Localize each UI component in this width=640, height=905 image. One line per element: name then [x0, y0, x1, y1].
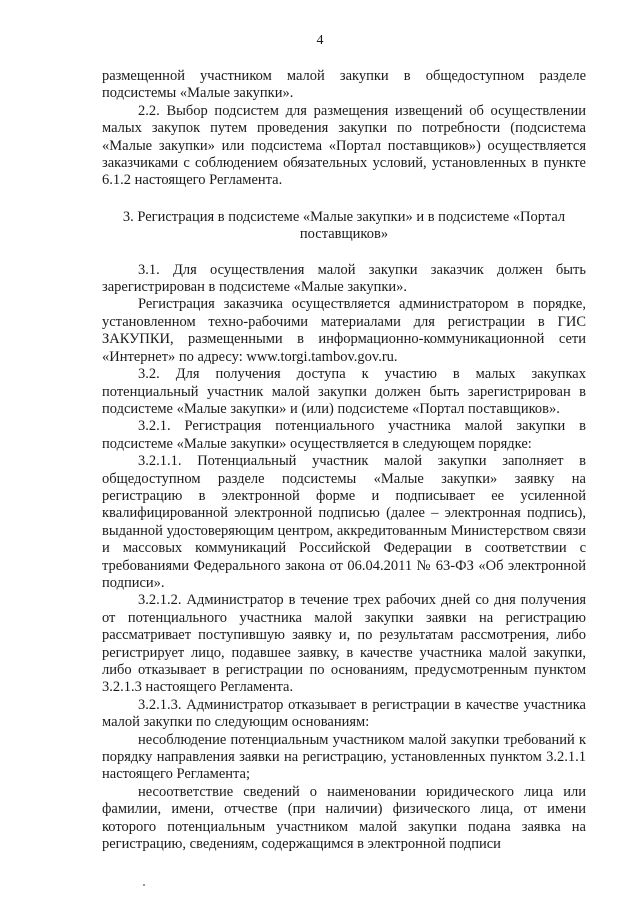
document-body — [102, 68, 586, 853]
scan-speck — [143, 884, 145, 886]
paragraph: 3.1. Для осуществления малой закупки заказчик должен быть зарегистрирован в подсистеме «Малые закупки». — [102, 261, 586, 296]
paragraph: Регистрация заказчика осуществляется администратором в порядке, установленном техно-рабочими материалами для регистрации в ГИС ЗАКУПКИ, размещенными в информационно-коммуникационной сети «Интернет» по адресу: www.torgi.tambov.gov.ru. — [102, 296, 586, 365]
paragraph: 3.2.1.3. Администратор отказывает в регистрации в качестве участника малой закупки по следующим основаниям: — [102, 696, 586, 731]
paragraph: несоблюдение потенциальным участником малой закупки требований к порядку направления заявки на регистрацию, установленных пунктом 3.2.1.1 настоящего Регламента; — [102, 731, 586, 783]
section-heading: 3. Регистрация в подсистеме «Малые закупки» и в подсистеме «Портал поставщиков» — [122, 208, 566, 243]
paragraph: 3.2.1.1. Потенциальный участник малой закупки заполняет в общедоступном разделе подсистемы «Малые закупки» заявку на регистрацию в электронной форме и подписывает ее усиленной квалифицированной электронной подписью (далее – электронная подпись), выданной удостоверяющим центром, аккредитованным Министерством связи и массовых коммуникаций Российской Федерации в соответствии с требованиями Федерального закона от 06.04.2011 № 63-ФЗ «Об электронной подписи». — [102, 453, 586, 591]
paragraph: размещенной участником малой закупки в общедоступном разделе подсистемы «Малые закупки». — [102, 68, 586, 102]
paragraph: 3.2.1. Регистрация потенциального участника малой закупки в подсистеме «Малые закупки» осуществляется в следующем порядке: — [102, 418, 586, 452]
page-number: 4 — [316, 33, 324, 48]
paragraph: 3.2. Для получения доступа к участию в малых закупках потенциальный участник малой закупки должен быть зарегистрирован в подсистеме «Малые закупки» и (или) подсистеме «Портал поставщиков». — [102, 366, 586, 417]
paragraph: несоответствие сведений о наименовании юридического лица или фамилии, имени, отчестве (при наличии) физического лица, от имени которого потенциальным участником малой закупки подана заявка на регистрацию, сведениям, содержащимся в электронной подписи — [102, 783, 586, 853]
paragraph: 2.2. Выбор подсистем для размещения извещений об осуществлении малых закупок путем проведения закупки по потребности (подсистема «Малые закупки» или подсистема «Портал поставщиков») осуществляется заказчиками с соблюдением обязательных условий, установленных в пункте 6.1.2 настоящего Регламента. — [102, 102, 586, 189]
paragraph: 3.2.1.2. Администратор в течение трех рабочих дней со дня получения от потенциального участника малой закупки заявки на регистрацию рассматривает поступившую заявку и, по результатам рассмотрения, либо регистрирует лицо, подавшее заявку, в качестве участника малой закупки, либо отказывает в регистрации по основаниям, предусмотренным пунктом 3.2.1.3 настоящего Регламента. — [102, 592, 586, 696]
